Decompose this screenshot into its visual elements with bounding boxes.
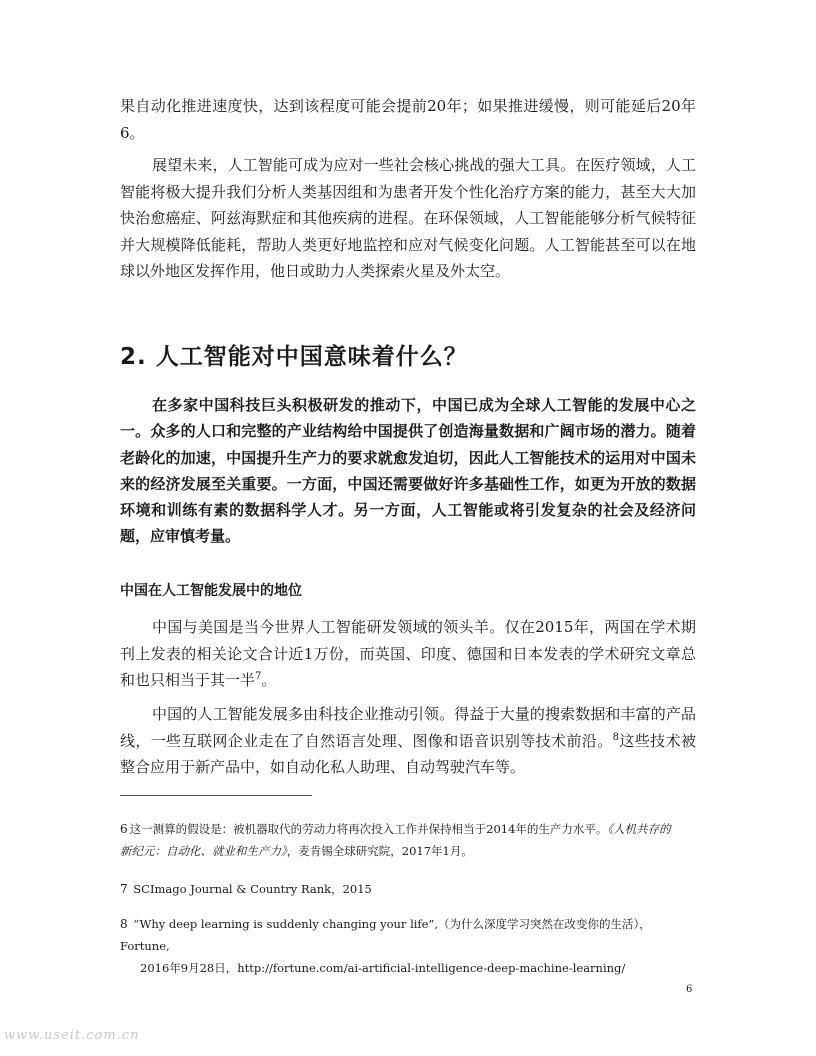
footnote-6 [120,818,680,862]
body-paragraph-2: 展望未来，人工智能可成为应对一些社会核心挑战的强大工具。在医疗领域，人工智能将极大提升我们分析人类基因组和为患者开发个性化治疗方案的能力，甚至大大加快治愈癌症、阿兹海默症和其他疾病的进程。在环保领域，人工智能能够分析气候特征并大规模降低能耗，帮助人类更好地监控和应对气候变化问题。人工智能甚至可以在地球以外地区发挥作用，他日或助力人类探索火星及外太空。 [120,156,696,280]
paragraph-4-text: 中国的人工智能发展多由科技企业推动引领。得益于大量的搜索数据和丰富的产品线，一些互联网企业走在了自然语言处理、图像和语音识别等技术前沿。 [120,705,696,750]
footnote-8-text: “Why deep learning is suddenly changing your life”,（为什么深度学习突然在改变你的生活），Fortune, [120,917,651,953]
body-paragraph-1: 果自动化推进速度快，达到该程度可能会提前20年；如果推进缓慢，则可能延后20年6。 [120,97,696,142]
footnote-8-link[interactable]: 2016年9月28日，http://fortune.com/ai-artificial-intelligence-deep-machine-learning/ [140,961,626,975]
footnote-7 [120,878,680,900]
section-lead-paragraph: 在多家中国科技巨头积极研发的推动下，中国已成为全球人工智能的发展中心之一。众多的人口和完整的产业结构给中国提供了创造海量数据和广阔市场的潜力。随着老龄化的加速，中国提升生产力的要求就愈发迫切，因此人工智能技术的运用对中国未来的经济发展至关重要。一方面，中国还需要做好许多基础性工作，如更为开放的数据环境和训练有素的数据科学人才。另一方面，人工智能或将引发复杂的社会及经济问题，应审慎考量。 [120,396,696,546]
footnote-8-number: 8 [120,917,128,931]
footnote-6-text: 这一测算的假设是：被机器取代的劳动力将再次投入工作并保持相当于2014年的生产力水平。 [129,822,608,836]
footnote-7-text: SCImago Journal & Country Rank，2015 [133,882,372,896]
section-heading: 2. 人工智能对中国意味着什么？ [120,344,468,370]
paragraph-3-end: 。 [261,671,277,689]
footnote-6-source: ，麦肯锡全球研究院，2017年1月。 [286,844,473,858]
footnote-divider [120,795,312,796]
footnote-ref-8: 8 [612,731,619,743]
subsection-heading: 中国在人工智能发展中的地位 [120,583,302,599]
watermark: www.useit.com.cn [4,1028,140,1043]
footnote-ref-7: 7 [255,671,262,682]
body-paragraph-4 [120,701,696,781]
page-number: 6 [686,984,693,995]
footnote-8 [120,913,680,979]
footnote-6-number: 6 [120,822,128,836]
footnote-6-title: 《人机共存的新纪元：自动化、就业和生产力》 [120,822,671,858]
footnote-7-number: 7 [120,882,128,896]
paragraph-4-end: 这些技术被整合应用于新产品中，如自动化私人助理、自动驾驶汽车等。 [120,731,696,776]
paragraph-3-text: 中国与美国是当今世界人工智能研发领域的领头羊。仅在2015年，两国在学术期刊上发表的相关论文合计近1万份，而英国、印度、德国和日本发表的学术研究文章总和也只相当于其一半 [120,618,696,689]
body-paragraph-3 [120,614,696,694]
